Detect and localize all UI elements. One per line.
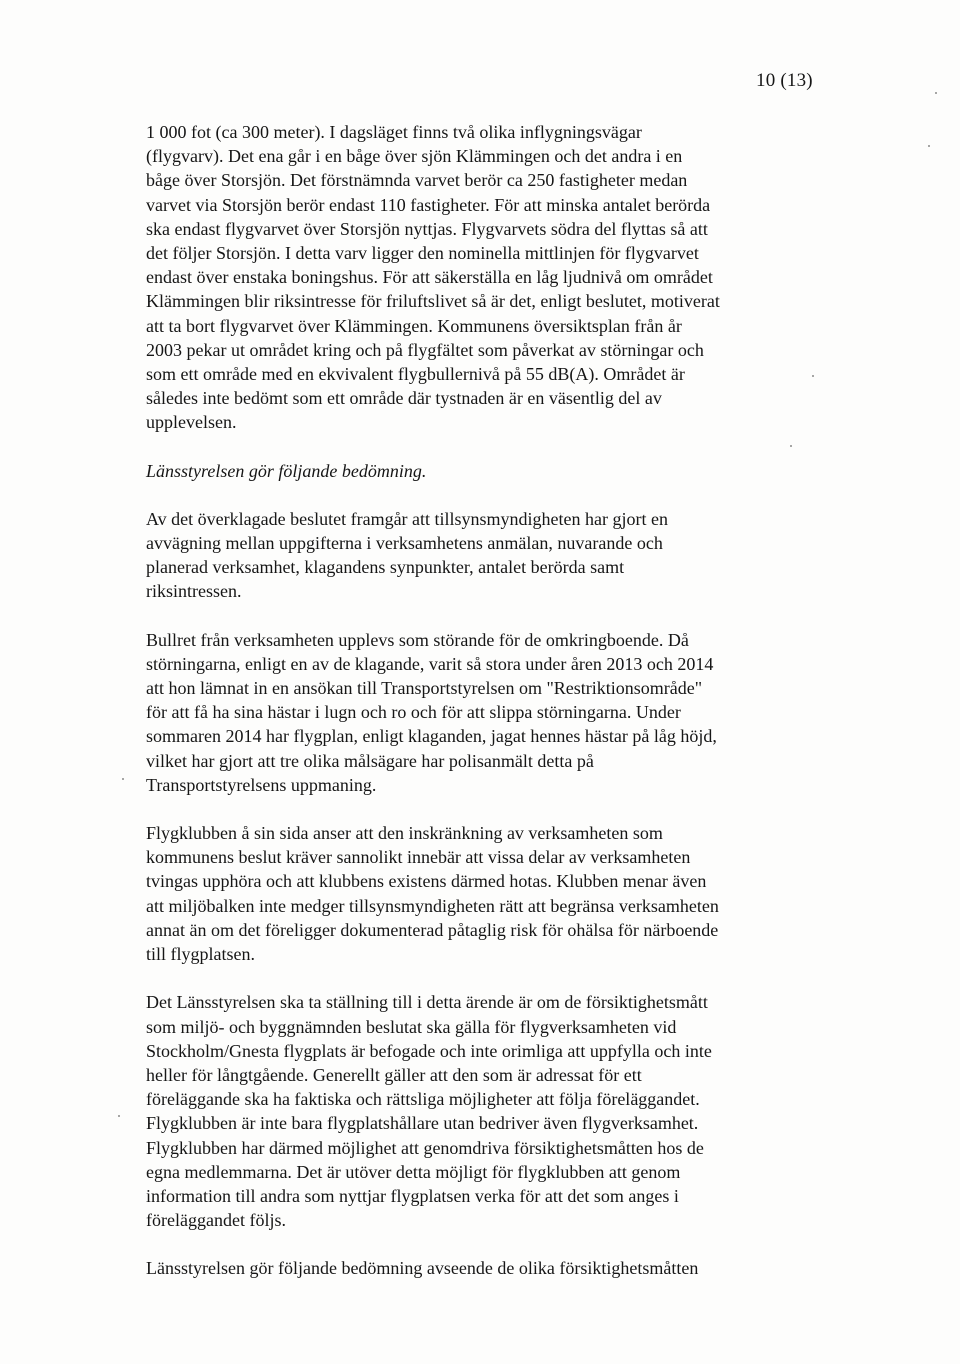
text-line: Transportstyrelsens uppmaning. [146,774,377,795]
paragraph-decision-balance [146,507,786,604]
scan-speck [935,92,937,94]
scan-speck [118,1115,120,1117]
text-line: Länsstyrelsen gör följande bedömning avseende de olika försiktighetsmåtten [146,1258,699,1279]
text-line: (flygvarv). Det ena går i en båge över sjön Klämmingen och det andra i en [146,146,683,167]
text-line: föreläggandet följs. [146,1210,286,1231]
scan-speck [122,778,124,780]
text-line: som miljö- och byggnämnden beslutat ska gälla för flygverksamheten vid [146,1016,677,1037]
text-line: annat än om det föreligger dokumenterad påtaglig risk för ohälsa för närboende [146,919,719,940]
text-line: ska endast flygvarvet över Storsjön nyttjas. Flygvarvets södra del flyttas så att [146,218,708,239]
text-line: Flygklubben har därmed möjlighet att genomdriva försiktighetsmåtten hos de [146,1137,704,1158]
text-line: att hon lämnat in en ansökan till Transportstyrelsen om "Restriktionsområde" [146,678,703,699]
section-heading-assessment [146,459,786,483]
text-line: tvingas upphöra och att klubbens existens därmed hotas. Klubben menar även [146,871,707,892]
text-line: planerad verksamhet, klagandens synpunkter, antalet berörda samt [146,557,625,578]
text-line: upplevelsen. [146,412,237,433]
document-body [146,120,786,1305]
text-line: båge över Storsjön. Det förstnämnda varvet berör ca 250 fastigheter medan [146,170,688,191]
paragraph-county-position [146,990,786,1232]
text-line: endast över enstaka boningshus. För att säkerställa en låg ljudnivå om området [146,267,713,288]
text-line: kommunens beslut kräver sannolikt innebär att vissa delar av verksamheten [146,847,691,868]
text-line: egna medlemmarna. Det är utöver detta möjligt för flygklubben att genom [146,1161,681,1182]
scan-speck [812,375,814,377]
scan-speck [790,445,792,447]
text-line: till flygplatsen. [146,944,255,965]
text-line: störningarna, enligt en av de klagande, varit så stora under åren 2013 och 2014 [146,653,714,674]
text-line: sommaren 2014 har flygplan, enligt klaganden, jagat hennes hästar på låg höjd, [146,726,717,747]
text-line: vilket har gjort att tre olika målsägare har polisanmält detta på [146,750,594,771]
paragraph-flight-circuits [146,120,786,435]
paragraph-noise-disturbance [146,628,786,797]
text-line: föreläggande ska ha faktiska och rättsliga möjligheter att följa föreläggandet. [146,1089,700,1110]
paragraph-flying-club-view [146,821,786,966]
page-number: 10 (13) [756,70,813,91]
paragraph-final-assessment [146,1256,786,1280]
text-line: Bullret från verksamheten upplevs som störande för de omkringboende. Då [146,629,689,650]
text-line: att miljöbalken inte medger tillsynsmyndigheten rätt att begränsa verksamheten [146,895,719,916]
text-line: Stockholm/Gnesta flygplats är befogade och inte orimliga att uppfylla och inte [146,1040,712,1061]
text-line: Det Länsstyrelsen ska ta ställning till i detta ärende är om de försiktighetsmått [146,992,708,1013]
text-line: heller för långtgående. Generellt gäller att den som är adressat för ett [146,1064,642,1085]
text-line: således inte bedömt som ett område där tystnaden är en väsentlig del av [146,388,662,409]
text-line: som ett område med en ekvivalent flygbullernivå på 55 dB(A). Området är [146,364,685,385]
text-line: det följer Storsjön. I detta varv ligger den nominella mittlinjen för flygvarvet [146,243,699,264]
text-line: Flygklubben är inte bara flygplatshållare utan bedriver även flygverksamhet. [146,1113,699,1134]
heading-line: Länsstyrelsen gör följande bedömning. [146,460,427,481]
text-line: 2003 pekar ut området kring och på flygfältet som påverkat av störningar och [146,339,704,360]
text-line: riksintressen. [146,581,242,602]
text-line: Av det överklagade beslutet framgår att tillsynsmyndigheten har gjort en [146,508,669,529]
scan-speck [928,145,930,147]
text-line: Klämmingen blir riksintresse för friluftslivet så är det, enligt beslutet, motiverat [146,291,720,312]
text-line: information till andra som nyttjar flygplatsen verka för att det som anges i [146,1185,679,1206]
text-line: varvet via Storsjön berör endast 110 fastigheter. För att minska antalet berörda [146,194,711,215]
text-line: Flygklubben å sin sida anser att den inskränkning av verksamheten som [146,823,663,844]
text-line: att ta bort flygvarvet över Klämmingen. Kommunens översiktsplan från år [146,315,682,336]
text-line: avvägning mellan uppgifterna i verksamhetens anmälan, nuvarande och [146,533,663,554]
text-line: för att få ha sina hästar i lugn och ro och för att slippa störningarna. Under [146,702,681,723]
text-line: 1 000 fot (ca 300 meter). I dagsläget finns två olika inflygningsvägar [146,122,642,142]
